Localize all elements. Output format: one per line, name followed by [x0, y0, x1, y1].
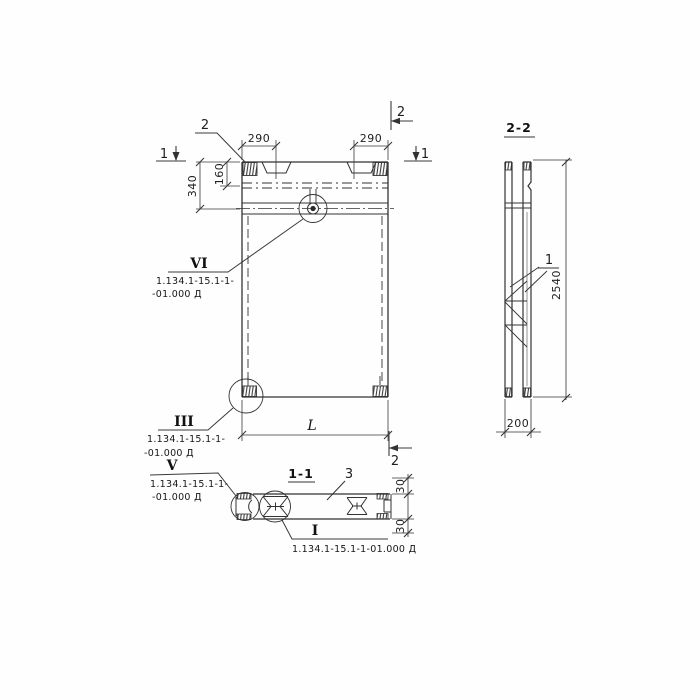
mark-2-bottom-lines — [389, 431, 412, 456]
left-end-groove — [236, 497, 252, 516]
callout-v-doc-line1: 1.134.1-15.1-1- — [150, 479, 229, 490]
plate-2-2-bottom-right — [524, 388, 531, 397]
leader-2-label: 2 — [200, 118, 210, 133]
section-mark-2-top: 2 — [396, 105, 406, 120]
dim-length: L — [307, 418, 317, 434]
mark-2-bottom-arrow — [389, 445, 398, 451]
dim-2540: 2540 — [550, 270, 563, 300]
dim-340: 340 — [186, 174, 199, 198]
callout-i-doc-line1: 1.134.1-15.1-1-01.000 Д — [292, 544, 417, 555]
leader-2-line — [195, 133, 246, 163]
strip-right-edge-jog — [528, 162, 531, 397]
section-mark-1-left: 1 — [159, 147, 169, 162]
callout-iii-doc-line1: 1.134.1-15.1-1- — [147, 434, 226, 445]
callout-iii-leader — [158, 408, 233, 430]
plate-2-2-top-left — [506, 162, 512, 170]
callout-vi-numeral: VI — [190, 256, 208, 272]
callout-i-numeral: I — [311, 523, 319, 539]
lifting-loop-legs — [310, 189, 316, 203]
keyway-2-2 — [505, 281, 527, 347]
section-mark-1-right: 1 — [420, 147, 430, 162]
left-end-plate-bottom — [237, 514, 251, 520]
section-1-1-label: 1-1 — [288, 466, 314, 481]
leader-1-label: 1 — [544, 253, 554, 268]
callout-vi-leader — [168, 219, 303, 272]
callout-vi — [152, 219, 303, 300]
recess-slot-right — [347, 162, 376, 173]
recess-slot-left — [262, 162, 291, 173]
callout-v-doc-line2: -01.000 Д — [152, 492, 202, 503]
dim-160: 160 — [213, 162, 226, 186]
lifting-pin-core — [310, 206, 315, 211]
right-end-plate-bottom — [377, 514, 388, 520]
dim-290-right: 290 — [359, 132, 383, 145]
right-end-plate-top — [377, 494, 388, 500]
callout-iii-numeral: III — [174, 414, 194, 430]
left-end-plate-top — [237, 494, 251, 500]
plate-2-2-bottom-left — [506, 388, 512, 397]
anchor-plate-bottom-left — [243, 386, 257, 397]
band-hidden-lines — [242, 183, 388, 188]
callout-v-numeral: V — [166, 458, 178, 474]
dim-290-left: 290 — [247, 132, 271, 145]
strip-left — [505, 162, 512, 397]
keystone-middle — [347, 498, 367, 515]
section-2-2-label: 2-2 — [506, 120, 532, 135]
callout-iii-doc-line2: -01.000 Д — [144, 448, 194, 459]
dim-30-top: 30 — [394, 478, 407, 494]
anchor-plate-top-left — [243, 163, 257, 176]
keystone-left — [263, 497, 288, 517]
dim-30-bottom: 30 — [394, 518, 407, 534]
dim-200: 200 — [506, 417, 530, 430]
callout-iii — [144, 408, 233, 459]
section-1-1-view — [231, 474, 414, 537]
anchor-ticks-bottom — [248, 376, 380, 385]
leader-3-line — [327, 481, 345, 500]
callout-i-leader — [282, 520, 388, 539]
elevation-view — [229, 162, 394, 413]
band-lines-2-2 — [505, 203, 531, 208]
mark-1-left-arrow — [173, 152, 180, 161]
callout-vi-doc-line1: 1.134.1-15.1-1- — [156, 276, 235, 287]
callout-v — [150, 458, 236, 503]
anchor-plate-bottom-right — [373, 386, 388, 397]
panel-outline — [242, 162, 388, 397]
mark-1-right-arrow — [413, 152, 420, 161]
leader-3-label: 3 — [344, 467, 354, 482]
plate-2-2-top-right — [524, 162, 531, 170]
section-mark-2-bottom: 2 — [390, 454, 400, 469]
callout-vi-doc-line2: -01.000 Д — [152, 289, 202, 300]
